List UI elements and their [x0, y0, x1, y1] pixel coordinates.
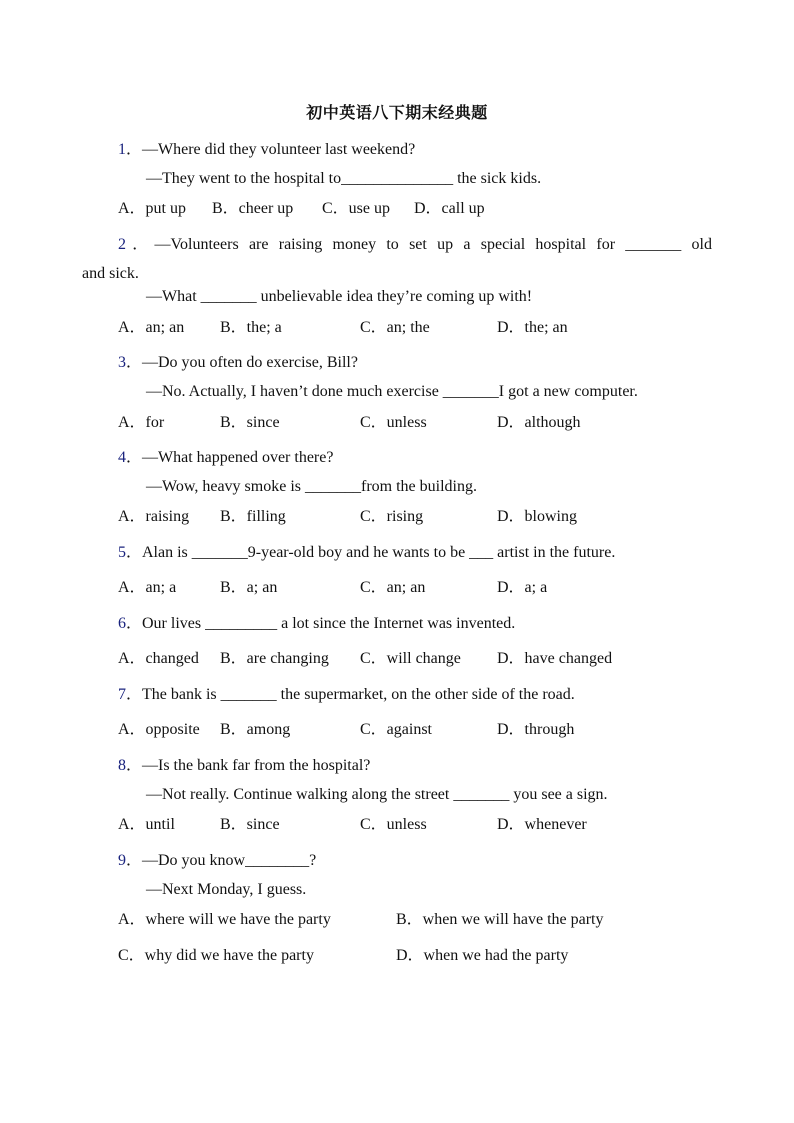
question-stem — [118, 543, 615, 563]
option-a: A．an; an — [118, 319, 185, 336]
option-a: A．an; a — [118, 579, 177, 596]
option-b: B．since — [220, 414, 280, 431]
question-stem — [118, 140, 415, 160]
option-b: B．since — [220, 816, 280, 833]
question-stem — [118, 851, 316, 871]
option-b: B．a; an — [220, 579, 278, 596]
option-d: D．have changed — [497, 650, 613, 667]
option-d: D．although — [497, 414, 581, 431]
question-text: ．Alan is _______9-year-old boy and he wants to be ___ artist in the future. — [126, 544, 616, 561]
answer-line: —Next Monday, I guess. — [146, 881, 307, 898]
answer-line: —Not really. Continue walking along the street _______ you see a sign. — [146, 786, 608, 803]
option-c: C．against — [360, 721, 432, 738]
option-d: D．when we had the party — [396, 947, 569, 964]
question-stem — [118, 614, 515, 634]
answer-line: —They went to the hospital to______________ the sick kids. — [146, 170, 542, 187]
option-a: A．raising — [118, 508, 190, 525]
option-c: C．unless — [360, 414, 427, 431]
option-a: A．put up — [118, 200, 187, 217]
option-c: C．will change — [360, 650, 461, 667]
option-d: D．through — [497, 721, 575, 738]
question-stem — [118, 448, 333, 468]
question-number: 7 — [118, 686, 126, 703]
question-stem — [118, 685, 575, 705]
question-number: 2 — [118, 236, 126, 253]
option-d: D．the; an — [497, 319, 568, 336]
option-c: C．an; the — [360, 319, 430, 336]
question-number: 6 — [118, 615, 126, 632]
answer-line: —What _______ unbelievable idea they’re coming up with! — [146, 288, 533, 305]
option-d: D．blowing — [497, 508, 578, 525]
option-a: A．changed — [118, 650, 199, 667]
question-stem — [118, 235, 712, 255]
option-b: B．among — [220, 721, 291, 738]
option-d: D．call up — [414, 200, 485, 217]
option-c: C．use up — [322, 200, 391, 217]
option-b: B．filling — [220, 508, 286, 525]
option-b: B．when we will have the party — [396, 911, 604, 928]
question-text: ．—What happened over there? — [126, 449, 334, 466]
option-a: A．until — [118, 816, 175, 833]
question-stem-continued: and sick. — [82, 265, 139, 282]
question-number: 8 — [118, 757, 126, 774]
answer-line: —Wow, heavy smoke is _______from the building. — [146, 478, 477, 495]
option-a: A．where will we have the party — [118, 911, 331, 928]
question-number: 9 — [118, 852, 126, 869]
option-c: C．an; an — [360, 579, 426, 596]
question-text: ．—Do you know________? — [126, 852, 317, 869]
question-number: 4 — [118, 449, 126, 466]
option-b: B．are changing — [220, 650, 329, 667]
option-c: C．why did we have the party — [118, 947, 314, 964]
option-a: A．opposite — [118, 721, 200, 738]
option-d: D．whenever — [497, 816, 587, 833]
option-b: B．cheer up — [212, 200, 294, 217]
question-text: ．—Do you often do exercise, Bill? — [126, 354, 358, 371]
option-c: C．unless — [360, 816, 427, 833]
question-number: 3 — [118, 354, 126, 371]
option-b: B．the; a — [220, 319, 282, 336]
question-text: ．Our lives _________ a lot since the Internet was invented. — [126, 615, 516, 632]
question-text: ．—Is the bank far from the hospital? — [126, 757, 371, 774]
question-text: ．—Volunteers are raising money to set up a special hospital for _______ old — [126, 236, 712, 253]
question-number: 1 — [118, 141, 126, 158]
page-title: 初中英语八下期末经典题 — [306, 103, 488, 122]
question-text: ．—Where did they volunteer last weekend? — [126, 141, 416, 158]
option-a: A．for — [118, 414, 165, 431]
question-stem — [118, 353, 358, 373]
option-c: C．rising — [360, 508, 424, 525]
option-d: D．a; a — [497, 579, 548, 596]
answer-line: —No. Actually, I haven’t done much exercise _______I got a new computer. — [146, 383, 638, 400]
question-text: ．The bank is _______ the supermarket, on the other side of the road. — [126, 686, 575, 703]
question-number: 5 — [118, 544, 126, 561]
question-stem — [118, 756, 370, 776]
